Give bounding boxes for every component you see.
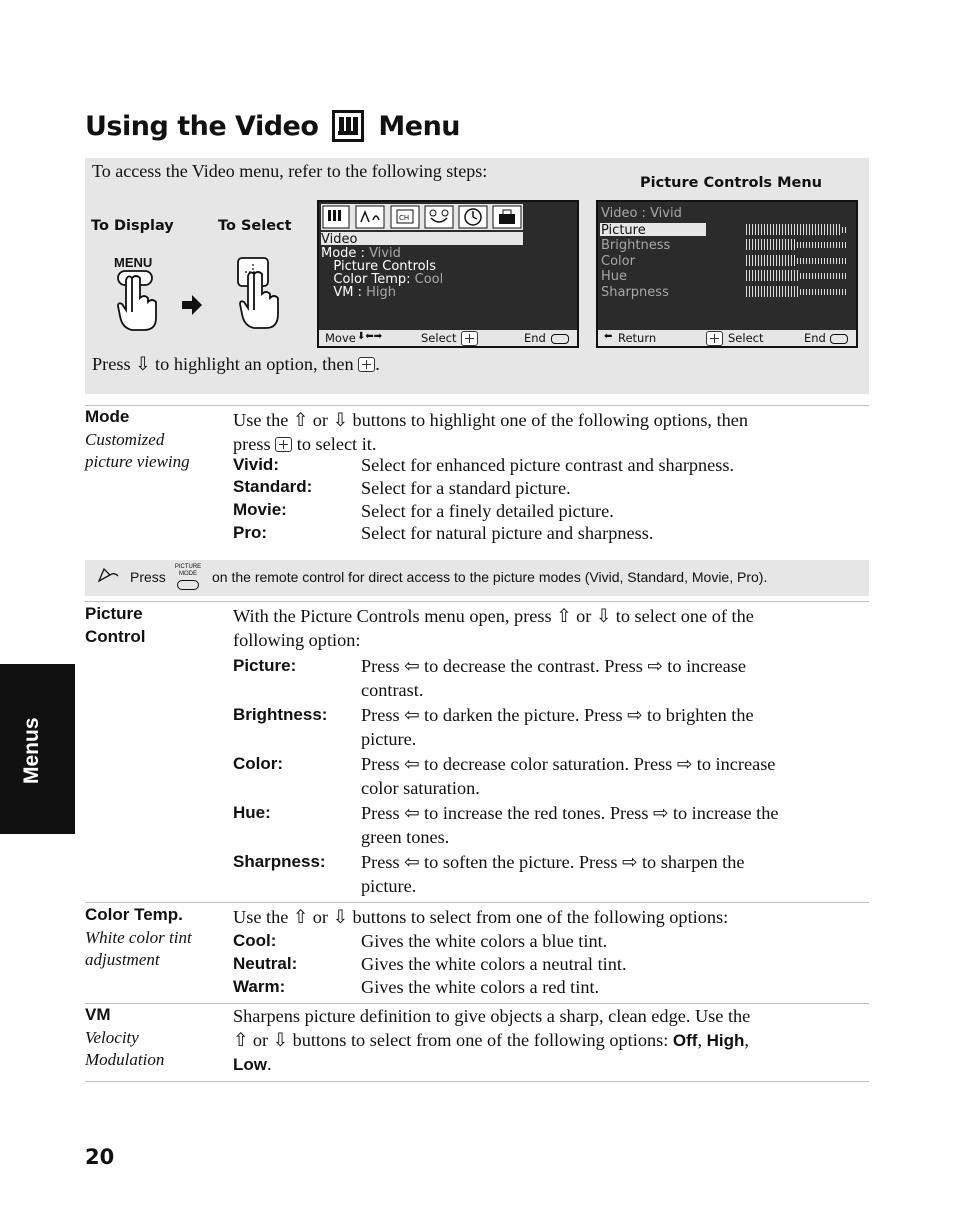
mode-option-key: Standard: bbox=[233, 477, 313, 496]
gauge-tick bbox=[812, 224, 813, 235]
gauge-tick bbox=[782, 270, 783, 281]
gauge-tick bbox=[842, 289, 843, 295]
gauge-tick bbox=[800, 258, 801, 264]
gauge-tick bbox=[833, 242, 834, 248]
gauge-tick bbox=[761, 239, 762, 250]
gauge-tick bbox=[797, 286, 798, 297]
note-text: on the remote control for direct access to the picture modes (Vivid, Standard, Movie, Pro). bbox=[212, 569, 768, 585]
gauge-tick bbox=[755, 270, 756, 281]
pc-gauge-3 bbox=[746, 270, 846, 281]
gauge-tick bbox=[827, 273, 828, 279]
gauge-tick bbox=[833, 258, 834, 264]
gauge-tick bbox=[836, 242, 837, 248]
gauge-tick bbox=[809, 242, 810, 248]
gauge-tick bbox=[830, 289, 831, 295]
pc-gauge-1 bbox=[746, 239, 846, 250]
pc-option-line1: Press ⇦ to darken the picture. Press ⇨ to brighten the bbox=[361, 705, 754, 725]
press-instruction: Press ⇩ to highlight an option, then . bbox=[92, 354, 380, 374]
picture-control-intro-line2: following option: bbox=[233, 630, 361, 650]
pc-option-line2: color saturation. bbox=[361, 778, 480, 798]
gauge-tick bbox=[842, 273, 843, 279]
gauge-tick bbox=[803, 289, 804, 295]
pc-item-0: Picture bbox=[601, 223, 646, 238]
gauge-tick bbox=[821, 224, 822, 235]
picture-mode-button-icon bbox=[177, 580, 199, 590]
gauge-tick bbox=[806, 242, 807, 248]
gauge-tick bbox=[806, 273, 807, 279]
gauge-tick bbox=[749, 286, 750, 297]
note-pencil-icon bbox=[96, 566, 120, 584]
vm-subterm: Velocity Modulation bbox=[85, 1028, 165, 1069]
color-temp-option-desc: Gives the white colors a red tint. bbox=[361, 977, 600, 997]
to-display-label: To Display bbox=[91, 218, 174, 234]
pc-option-key: Picture: bbox=[233, 656, 297, 675]
vm-line3: Low. bbox=[233, 1054, 272, 1074]
video-menu-icon bbox=[332, 110, 364, 142]
gauge-tick bbox=[833, 224, 834, 235]
hand-press-menu-icon bbox=[108, 268, 168, 332]
steps-intro: To access the Video menu, refer to the following steps: bbox=[92, 161, 488, 181]
gauge-tick bbox=[845, 289, 846, 295]
gauge-tick bbox=[770, 239, 771, 250]
pc-footer-select: Select bbox=[728, 331, 764, 345]
vm-line2: ⇧ or ⇩ buttons to select from one of the following options: Off, High, bbox=[233, 1030, 749, 1050]
mode-intro-line2: press to select it. bbox=[233, 434, 377, 454]
gauge-tick bbox=[758, 239, 759, 250]
gauge-tick bbox=[821, 242, 822, 248]
gauge-tick bbox=[791, 255, 792, 266]
gauge-tick bbox=[809, 289, 810, 295]
mode-subterm: Customized picture viewing bbox=[85, 430, 190, 471]
gauge-tick bbox=[791, 224, 792, 235]
picture-controls-screen bbox=[596, 200, 858, 348]
gauge-tick bbox=[818, 242, 819, 248]
page-title-text-end: Menu bbox=[378, 110, 461, 142]
gauge-tick bbox=[764, 270, 765, 281]
gauge-tick bbox=[845, 258, 846, 264]
gauge-tick bbox=[761, 224, 762, 235]
menu-button-label: MENU bbox=[114, 255, 153, 270]
gauge-tick bbox=[830, 258, 831, 264]
gauge-tick bbox=[800, 224, 801, 235]
video-screen-row-3: Color Temp: Cool bbox=[321, 272, 444, 287]
gauge-tick bbox=[764, 255, 765, 266]
gauge-tick bbox=[839, 224, 840, 235]
mode-option-desc: Select for a finely detailed picture. bbox=[361, 501, 614, 521]
video-screen-footer bbox=[319, 330, 577, 346]
gauge-tick bbox=[764, 286, 765, 297]
gauge-tick bbox=[773, 255, 774, 266]
gauge-tick bbox=[749, 255, 750, 266]
gauge-tick bbox=[761, 270, 762, 281]
gauge-tick bbox=[845, 273, 846, 279]
page-number: 20 bbox=[85, 1145, 115, 1169]
gauge-tick bbox=[812, 273, 813, 279]
video-screen-row-4: VM : High bbox=[321, 285, 397, 300]
gauge-tick bbox=[818, 273, 819, 279]
gauge-tick bbox=[767, 255, 768, 266]
gauge-tick bbox=[830, 242, 831, 248]
gauge-tick bbox=[758, 286, 759, 297]
side-tab-menus: Menus bbox=[0, 664, 75, 834]
gauge-tick bbox=[752, 270, 753, 281]
gauge-tick bbox=[773, 224, 774, 235]
pc-option-key: Hue: bbox=[233, 803, 271, 822]
vm-line1: Sharpens picture definition to give objects a sharp, clean edge. Use the bbox=[233, 1006, 751, 1026]
gauge-tick bbox=[815, 224, 816, 235]
footer-end: End bbox=[524, 331, 546, 345]
select-button-icon bbox=[275, 437, 292, 452]
gauge-tick bbox=[821, 258, 822, 264]
gauge-tick bbox=[779, 270, 780, 281]
gauge-tick bbox=[752, 224, 753, 235]
color-temp-subterm: White color tint adjustment bbox=[85, 928, 192, 969]
note-press: Press bbox=[130, 569, 166, 585]
menu-end-icon bbox=[551, 334, 569, 344]
return-icon: ⬅ bbox=[604, 331, 613, 342]
pc-option-key: Color: bbox=[233, 754, 284, 773]
mode-option-desc: Select for a standard picture. bbox=[361, 478, 571, 498]
gauge-tick bbox=[794, 270, 795, 281]
gauge-tick bbox=[773, 239, 774, 250]
gauge-tick bbox=[818, 224, 819, 235]
gauge-tick bbox=[836, 273, 837, 279]
gauge-tick bbox=[827, 224, 828, 235]
divider bbox=[85, 902, 869, 903]
divider bbox=[85, 601, 869, 602]
gauge-tick bbox=[842, 258, 843, 264]
pc-footer-return: Return bbox=[618, 331, 657, 345]
gauge-tick bbox=[770, 270, 771, 281]
page-title-text-start: Using the Video bbox=[85, 110, 319, 142]
pc-gauge-0 bbox=[746, 224, 846, 235]
gauge-tick bbox=[812, 242, 813, 248]
gauge-tick bbox=[842, 227, 843, 233]
gauge-tick bbox=[779, 255, 780, 266]
video-screen-row-2: Picture Controls bbox=[321, 259, 437, 274]
gauge-tick bbox=[761, 255, 762, 266]
gauge-tick bbox=[749, 239, 750, 250]
gauge-tick bbox=[836, 258, 837, 264]
gauge-tick bbox=[833, 289, 834, 295]
footer-move: Move bbox=[325, 331, 356, 345]
gauge-tick bbox=[815, 242, 816, 248]
mode-option-desc: Select for natural picture and sharpness. bbox=[361, 523, 654, 543]
mode-term: Mode bbox=[85, 407, 130, 426]
pc-option-line1: Press ⇦ to soften the picture. Press ⇨ to sharpen the bbox=[361, 852, 745, 872]
picture-control-term-line2: Control bbox=[85, 627, 146, 646]
gauge-tick bbox=[755, 255, 756, 266]
gauge-tick bbox=[767, 270, 768, 281]
gauge-tick bbox=[746, 270, 747, 281]
mode-option-key: Vivid: bbox=[233, 455, 279, 474]
gauge-tick bbox=[800, 273, 801, 279]
gauge-tick bbox=[839, 273, 840, 279]
gauge-tick bbox=[752, 239, 753, 250]
pc-gauge-4 bbox=[746, 286, 846, 297]
gauge-tick bbox=[794, 255, 795, 266]
gauge-tick bbox=[797, 224, 798, 235]
gauge-tick bbox=[785, 224, 786, 235]
svg-text:CH: CH bbox=[399, 214, 410, 222]
gauge-tick bbox=[770, 286, 771, 297]
gauge-tick bbox=[824, 289, 825, 295]
gauge-tick bbox=[785, 239, 786, 250]
divider bbox=[85, 1081, 869, 1082]
gauge-tick bbox=[794, 239, 795, 250]
gauge-tick bbox=[782, 255, 783, 266]
gauge-tick bbox=[812, 289, 813, 295]
gauge-tick bbox=[803, 224, 804, 235]
gauge-tick bbox=[767, 224, 768, 235]
move-arrows-icon: ⬇⬅➡ bbox=[357, 331, 383, 342]
gauge-tick bbox=[776, 286, 777, 297]
gauge-tick bbox=[827, 242, 828, 248]
gauge-tick bbox=[755, 224, 756, 235]
gauge-tick bbox=[824, 273, 825, 279]
gauge-tick bbox=[782, 286, 783, 297]
select-button-icon bbox=[358, 357, 375, 372]
gauge-tick bbox=[839, 289, 840, 295]
gauge-tick bbox=[779, 224, 780, 235]
gauge-tick bbox=[755, 239, 756, 250]
footer-select: Select bbox=[421, 331, 457, 345]
gauge-tick bbox=[773, 270, 774, 281]
video-menu-screen bbox=[317, 200, 579, 348]
picture-mode-button-label: PICTURE MODE bbox=[174, 564, 202, 577]
gauge-tick bbox=[788, 286, 789, 297]
pc-option-key: Sharpness: bbox=[233, 852, 326, 871]
pc-option-line2: picture. bbox=[361, 729, 417, 749]
pc-option-line2: contrast. bbox=[361, 680, 424, 700]
gauge-tick bbox=[788, 239, 789, 250]
gauge-tick bbox=[827, 258, 828, 264]
pc-footer bbox=[598, 330, 856, 346]
gauge-tick bbox=[842, 242, 843, 248]
gauge-tick bbox=[791, 239, 792, 250]
gauge-tick bbox=[824, 242, 825, 248]
gauge-tick bbox=[746, 239, 747, 250]
gauge-tick bbox=[797, 242, 798, 248]
picture-control-intro-line1: With the Picture Controls menu open, press ⇧ or ⇩ to select one of the bbox=[233, 606, 754, 626]
gauge-tick bbox=[815, 258, 816, 264]
gauge-tick bbox=[749, 224, 750, 235]
gauge-tick bbox=[845, 227, 846, 233]
gauge-tick bbox=[779, 286, 780, 297]
gauge-tick bbox=[803, 258, 804, 264]
gauge-tick bbox=[755, 286, 756, 297]
gauge-tick bbox=[773, 286, 774, 297]
gauge-tick bbox=[800, 242, 801, 248]
gauge-tick bbox=[788, 224, 789, 235]
gauge-tick bbox=[788, 270, 789, 281]
gauge-tick bbox=[758, 255, 759, 266]
gauge-tick bbox=[788, 255, 789, 266]
gauge-tick bbox=[803, 273, 804, 279]
gauge-tick bbox=[800, 289, 801, 295]
gauge-tick bbox=[776, 255, 777, 266]
gauge-tick bbox=[746, 286, 747, 297]
pc-footer-end: End bbox=[804, 331, 826, 345]
video-screen-row-1: Mode : Vivid bbox=[321, 246, 401, 261]
gauge-tick bbox=[767, 286, 768, 297]
gauge-tick bbox=[815, 273, 816, 279]
gauge-tick bbox=[806, 258, 807, 264]
to-select-label: To Select bbox=[218, 218, 292, 234]
gauge-tick bbox=[809, 273, 810, 279]
gauge-tick bbox=[794, 224, 795, 235]
gauge-tick bbox=[758, 270, 759, 281]
pc-option-line1: Press ⇦ to increase the red tones. Press ⇨ to increase the bbox=[361, 803, 779, 823]
mode-option-key: Movie: bbox=[233, 500, 287, 519]
pc-option-line1: Press ⇦ to decrease the contrast. Press ⇨ to increase bbox=[361, 656, 746, 676]
pc-option-line2: picture. bbox=[361, 876, 417, 896]
picture-control-term-line1: Picture bbox=[85, 604, 143, 623]
gauge-tick bbox=[782, 224, 783, 235]
color-temp-intro: Use the ⇧ or ⇩ buttons to select from one of the following options: bbox=[233, 907, 729, 927]
gauge-tick bbox=[785, 270, 786, 281]
gauge-tick bbox=[809, 258, 810, 264]
video-screen-row-0: Video bbox=[321, 232, 358, 247]
gauge-tick bbox=[752, 286, 753, 297]
color-temp-option-key: Neutral: bbox=[233, 954, 298, 973]
pc-option-key: Brightness: bbox=[233, 705, 328, 724]
color-temp-option-key: Warm: bbox=[233, 977, 286, 996]
gauge-tick bbox=[818, 258, 819, 264]
gauge-tick bbox=[824, 258, 825, 264]
gauge-tick bbox=[782, 239, 783, 250]
gauge-tick bbox=[776, 270, 777, 281]
gauge-tick bbox=[767, 239, 768, 250]
pc-header: Video : Vivid bbox=[601, 206, 682, 221]
page-title bbox=[85, 110, 460, 142]
color-temp-option-key: Cool: bbox=[233, 931, 277, 950]
gauge-tick bbox=[824, 224, 825, 235]
gauge-tick bbox=[830, 273, 831, 279]
gauge-tick bbox=[806, 289, 807, 295]
pc-item-3: Hue bbox=[601, 269, 628, 284]
pc-menu-end-icon bbox=[830, 334, 848, 344]
gauge-tick bbox=[812, 258, 813, 264]
gauge-tick bbox=[815, 289, 816, 295]
mode-option-desc: Select for enhanced picture contrast and sharpness. bbox=[361, 455, 735, 475]
color-temp-term: Color Temp. bbox=[85, 905, 183, 924]
pc-option-line1: Press ⇦ to decrease color saturation. Press ⇨ to increase bbox=[361, 754, 776, 774]
gauge-tick bbox=[830, 224, 831, 235]
pc-item-4: Sharpness bbox=[601, 285, 669, 300]
gauge-tick bbox=[764, 224, 765, 235]
gauge-tick bbox=[803, 242, 804, 248]
gauge-tick bbox=[827, 289, 828, 295]
arrow-right-icon bbox=[180, 294, 204, 316]
gauge-tick bbox=[758, 224, 759, 235]
gauge-tick bbox=[839, 258, 840, 264]
gauge-tick bbox=[791, 286, 792, 297]
gauge-tick bbox=[839, 242, 840, 248]
pc-select-icon bbox=[706, 331, 723, 346]
gauge-tick bbox=[797, 270, 798, 281]
gauge-tick bbox=[764, 239, 765, 250]
gauge-tick bbox=[746, 255, 747, 266]
gauge-tick bbox=[833, 273, 834, 279]
mode-option-key: Pro: bbox=[233, 523, 267, 542]
gauge-tick bbox=[746, 224, 747, 235]
gauge-tick bbox=[761, 286, 762, 297]
gauge-tick bbox=[806, 224, 807, 235]
mode-intro-line1: Use the ⇧ or ⇩ buttons to highlight one of the following options, then bbox=[233, 410, 749, 430]
gauge-tick bbox=[776, 239, 777, 250]
gauge-tick bbox=[791, 270, 792, 281]
gauge-tick bbox=[785, 255, 786, 266]
menu-icon-bar bbox=[321, 204, 523, 230]
gauge-tick bbox=[785, 286, 786, 297]
pc-item-1: Brightness bbox=[601, 238, 671, 253]
gauge-tick bbox=[818, 289, 819, 295]
picture-controls-caption: Picture Controls Menu bbox=[640, 175, 823, 191]
pc-option-line2: green tones. bbox=[361, 827, 450, 847]
pc-item-2: Color bbox=[601, 254, 635, 269]
select-icon bbox=[461, 331, 478, 346]
gauge-tick bbox=[836, 289, 837, 295]
gauge-tick bbox=[821, 289, 822, 295]
gauge-tick bbox=[776, 224, 777, 235]
hand-press-select-icon bbox=[232, 256, 292, 330]
gauge-tick bbox=[794, 286, 795, 297]
vm-term: VM bbox=[85, 1005, 111, 1024]
color-temp-option-desc: Gives the white colors a neutral tint. bbox=[361, 954, 627, 974]
gauge-tick bbox=[749, 270, 750, 281]
gauge-tick bbox=[770, 255, 771, 266]
gauge-tick bbox=[779, 239, 780, 250]
gauge-tick bbox=[836, 224, 837, 235]
pc-gauge-2 bbox=[746, 255, 846, 266]
gauge-tick bbox=[821, 273, 822, 279]
gauge-tick bbox=[809, 224, 810, 235]
gauge-tick bbox=[797, 258, 798, 264]
color-temp-option-desc: Gives the white colors a blue tint. bbox=[361, 931, 608, 951]
gauge-tick bbox=[752, 255, 753, 266]
gauge-tick bbox=[845, 242, 846, 248]
gauge-tick bbox=[770, 224, 771, 235]
divider bbox=[85, 405, 869, 406]
